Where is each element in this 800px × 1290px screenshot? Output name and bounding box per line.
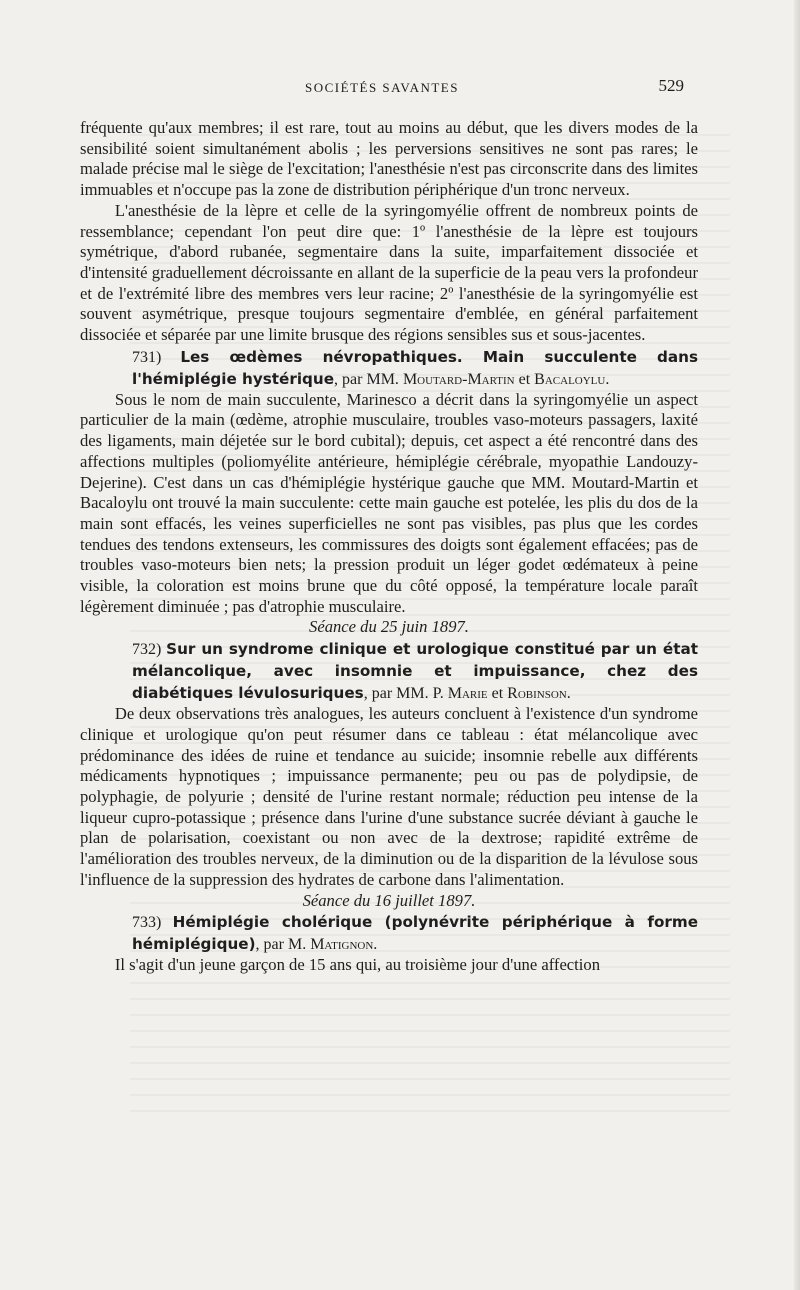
entry-author: Moutard-Martin [402,370,515,388]
entry-number: 733) [132,914,162,932]
entry-author: Marie [447,685,488,703]
entry-end: . [605,370,610,388]
entry-by: , par M. [255,936,311,954]
entry-733-body: Il s'agit d'un jeune garçon de 15 ans qui, au troisième jour d'une affection [114,955,600,975]
entry-732-body: De deux observations très analogues, les auteurs concluent à l'existence d'un syndrome clinique et urologique qu'on peut résumer dans ce tableau : état mélancolique avec prédominance des idées de ruine et tendance au suicide; insomnie rebelle aux différents médicaments hypnotiques ; impuissance permanente; peu ou pas de polydipsie, de polyphagie, de polyurie ; densité de l'urine restant normale; réduction peu intense de la liqueur cupro-potassique ; présence dans l'urine d'une substance sucrée déviant à gauche le plan de polarisation, coexistant ou non avec de la dextrose; rapidité extrême de l'amélioration des troubles nerveux, de la diminution ou de la disparition de la lévulose sous l'influence de la suppression des hydrates de carbone dans l'alimentation. [80,704,698,889]
entry-number: 731) [132,348,162,366]
entry-author: Bacaloylu [534,370,606,388]
entry-title: Les œdèmes névropathiques. Main succulente dans l'hémiplégie hystérique [132,347,698,388]
seance-date: Séance du 16 juillet 1897. [302,890,476,910]
entry-731-body: Sous le nom de main succulente, Marinesco a décrit dans la syringomyélie un aspect particulier de la main (œdème, atrophie musculaire, troubles vaso-moteurs passagers, laxité des ligaments, main déjetée sur le bord cubital); depuis, cet aspect a été rencontré dans des affections multiples (poliomyélite antérieure, hémiplégie cérébrale, myopathie Landouzy-Dejerine). C'est dans un cas d'hémiplégie hystérique gauche que MM. Moutard-Martin et Bacaloylu ont trouvé la main succulente: cette main gauche est potelée, les plis du dos de la main sont effacés, les veines superficielles ne sont pas visibles, pas plus que les cordes tendues des tendons extenseurs, les commissures des doigts sont également effacées; pas de troubles vaso-moteurs bien nets; la pression produit un léger godet œdémateux à peine visible, la coloration est moins brune que du côté opposé, la température locale paraît légèrement diminuée ; pas d'atrophie musculaire. [80,389,698,616]
entry-author: Robinson [507,685,567,703]
entry-by: , par MM. [334,370,403,388]
entry-and: et [487,685,508,703]
entry-731-heading [80,346,698,390]
entry-end: . [566,685,571,703]
body-text [80,118,698,976]
entry-title: Sur un syndrome clinique et urologique constitué par un état mélancolique, avec insomnie et impuissance, chez des diabétiques lévulosuriques [132,640,698,703]
entry-733-heading [80,911,698,955]
entry-by: , par MM. P. [363,685,448,703]
paragraph-lepre-syringomyelie: L'anesthésie de la lèpre et celle de la syringomyélie offrent de nombreux points de ressemblance; cependant l'on peut dire que: 1º l'anesthésie de la lèpre est toujours symétrique, d'abord rubanée, segmentaire dans la suite, imparfaitement dissociée et d'intensité graduellement décroissante en allant de la superficie de la peau vers la profondeur et de l'extrémité libre des membres vers leur racine; 2º l'anesthésie de la syringomyélie est souvent asymétrique, presque toujours segmentaire d'emblée, en général parfaitement dissociée et séparée par une limite brusque des régions sensibles sus et sous-jacentes. [80,200,698,345]
entry-number: 732) [132,641,162,659]
entry-732-heading [80,638,698,704]
entry-and: et [514,370,535,388]
paragraph-continued: fréquente qu'aux membres; il est rare, tout au moins au début, que les divers modes de la sensibilité soient simultanément abolis ; les perversions sensitives ne sont pas rares; le malade précise mal le siège de l'excitation; l'anesthésie n'est pas circonscrite dans des limites immuables et n'occupe pas la zone de distribution périphérique d'un tronc nerveux. [80,118,698,200]
page-header [80,76,684,100]
entry-end: . [373,936,378,954]
page-number: 529 [658,76,684,95]
seance-date: Séance du 25 juin 1897. [309,617,469,637]
scan-edge [794,0,800,1290]
running-head: SOCIÉTÉS SAVANTES [305,80,459,95]
entry-author: Matignon [310,936,374,954]
entry-title: Hémiplégie cholérique (polynévrite périphérique à forme hémiplégique) [132,913,698,954]
